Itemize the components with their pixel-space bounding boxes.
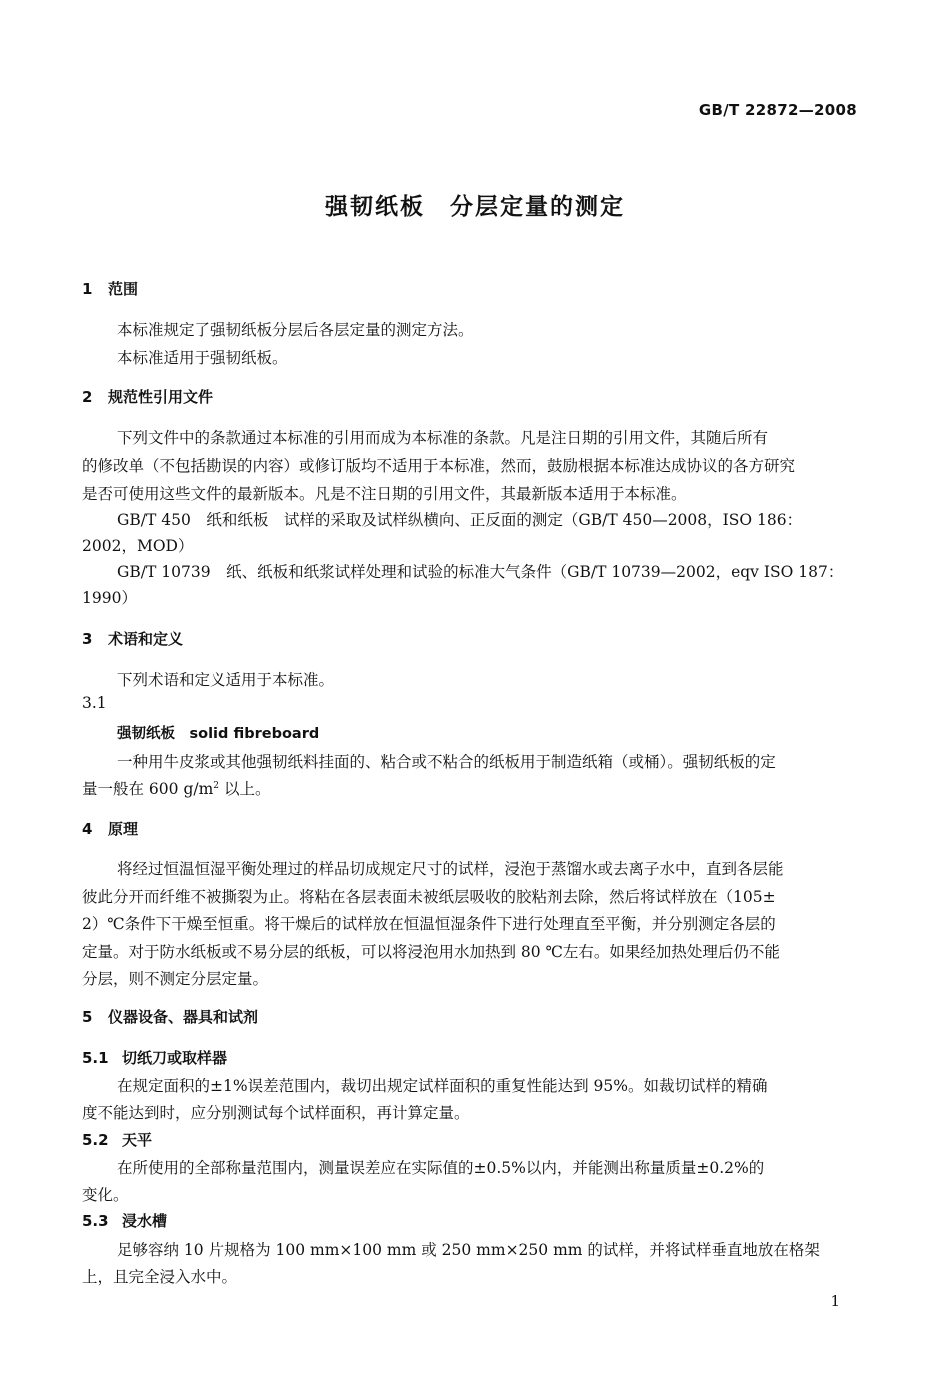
paragraph-line: 下列文件中的条款通过本标准的引用而成为本标准的条款。凡是注日期的引用文件，其随后所有	[117, 429, 769, 447]
section-title: 术语和定义	[108, 630, 184, 648]
paragraph-line: 在所使用的全部称量范围内，测量误差应在实际值的±0.5%以内，并能测出称量质量±0.2%的	[117, 1159, 765, 1177]
paragraph-line: 上，且完全浸入水中。	[82, 1268, 238, 1286]
definition-text: 以上。	[219, 780, 271, 798]
section-title: 仪器设备、器具和试剂	[108, 1008, 259, 1026]
subsection-title: 切纸刀或取样器	[122, 1049, 228, 1067]
definition-line	[82, 777, 270, 799]
paragraph: 本标准适用于强韧纸板。	[117, 349, 288, 367]
subsection-number: 5.2	[82, 1131, 109, 1149]
term: 强韧纸板 solid fibreboard	[117, 726, 320, 742]
reference-line: 2002，MOD）	[82, 537, 194, 555]
paragraph-line: 足够容纳 10 片规格为 100 mm×100 mm 或 250 mm×250 mm 的试样，并将试样垂直地放在格架	[117, 1241, 820, 1259]
paragraph-line: 彼此分开而纤维不被撕裂为止。将粘在各层表面未被纸层吸收的胶粘剂去除，然后将试样放在（105±	[82, 888, 776, 906]
section-title: 原理	[108, 820, 139, 838]
reference-line: GB/T 10739 纸、纸板和纸浆试样处理和试验的标准大气条件（GB/T 10739—2002，eqv ISO 187：	[117, 563, 844, 581]
section-2-heading	[82, 386, 213, 407]
subsection-title: 浸水槽	[122, 1212, 168, 1230]
section-title: 规范性引用文件	[108, 388, 214, 406]
paragraph: 下列术语和定义适用于本标准。	[117, 671, 335, 689]
page-number: 1	[830, 1292, 840, 1310]
document-title: 强韧纸板 分层定量的测定	[325, 194, 625, 220]
paragraph-line: 定量。对于防水纸板或不易分层的纸板，可以将浸泡用水加热到 80 ℃左右。如果经加热处理后仍不能	[82, 943, 780, 961]
section-number: 2	[82, 388, 93, 406]
section-number: 1	[82, 280, 93, 298]
section-number: 4	[82, 820, 93, 838]
paragraph-line: 分层，则不测定分层定量。	[82, 970, 269, 988]
superscript: 2	[213, 780, 220, 791]
section-1-heading	[82, 278, 138, 299]
subsection-5-2-heading	[82, 1129, 152, 1150]
paragraph-line: 的修改单（不包括勘误的内容）或修订版均不适用于本标准，然而，鼓励根据本标准达成协议的各方研究	[82, 457, 796, 475]
subsection-5-1-heading	[82, 1047, 227, 1068]
section-number: 3	[82, 630, 93, 648]
reference-line: GB/T 450 纸和纸板 试样的采取及试样纵横向、正反面的测定（GB/T 450—2008，ISO 186：	[117, 511, 803, 529]
standard-code: GB/T 22872—2008	[698, 101, 857, 119]
section-title: 范围	[108, 280, 139, 298]
section-number: 5	[82, 1008, 93, 1026]
paragraph-line: 在规定面积的±1%误差范围内，裁切出规定试样面积的重复性能达到 95%。如裁切试样的精确	[117, 1077, 768, 1095]
paragraph-line: 是否可使用这些文件的最新版本。凡是不注日期的引用文件，其最新版本适用于本标准。	[82, 485, 687, 503]
paragraph: 本标准规定了强韧纸板分层后各层定量的测定方法。	[117, 321, 474, 339]
subsection-number: 3.1	[82, 694, 107, 712]
paragraph-line: 将经过恒温恒湿平衡处理过的样品切成规定尺寸的试样，浸泡于蒸馏水或去离子水中，直到各层能	[117, 860, 784, 878]
subsection-title: 天平	[122, 1131, 153, 1149]
definition-text: 量一般在 600 g/m	[82, 780, 214, 798]
section-4-heading	[82, 818, 138, 839]
paragraph-line: 2）℃条件下干燥至恒重。将干燥后的试样放在恒温恒湿条件下进行处理直至平衡，并分别测定各层的	[82, 915, 776, 933]
paragraph-line: 变化。	[82, 1186, 129, 1204]
subsection-number: 5.3	[82, 1212, 109, 1230]
section-5-heading	[82, 1006, 258, 1027]
reference-line: 1990）	[82, 589, 137, 607]
paragraph-line: 度不能达到时，应分别测试每个试样面积，再计算定量。	[82, 1104, 470, 1122]
subsection-number: 5.1	[82, 1049, 109, 1067]
definition-line: 一种用牛皮浆或其他强韧纸料挂面的、粘合或不粘合的纸板用于制造纸箱（或桶）。强韧纸板的定	[117, 753, 776, 771]
section-3-heading	[82, 628, 183, 649]
subsection-5-3-heading	[82, 1210, 167, 1231]
